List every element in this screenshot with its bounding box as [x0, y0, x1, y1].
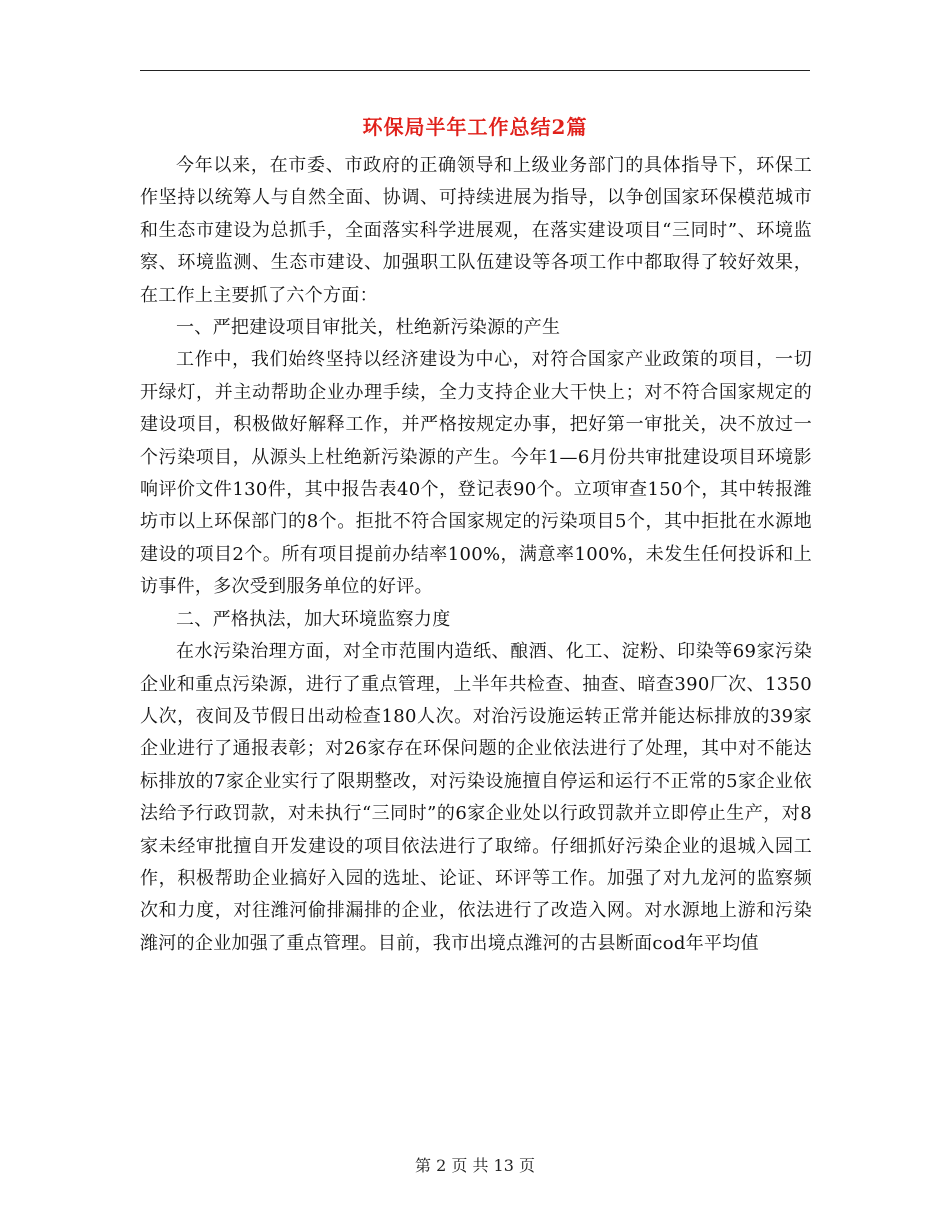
paragraph-section-1: 工作中，我们始终坚持以经济建设为中心，对符合国家产业政策的项目，一切开绿灯，并主动帮助企业办理手续，全力支持企业大干快上；对不符合国家规定的建设项目，积极做好解释工作，并严格按规定办事，把好第一审批关，决不放过一个污染项目，从源头上杜绝新污染源的产生。今年1—6月份共审批建设项目环境影响评价文件130件，其中报告表40个，登记表90个。立项审查150个，其中转报潍坊市以上环保部门的8个。拒批不符合国家规定的污染项目5个，其中拒批在水源地建设的项目2个。所有项目提前办结率100%，满意率100%，未发生任何投诉和上访事件，多次受到服务单位的好评。	[140, 349, 812, 598]
document-title: 环保局半年工作总结2篇	[362, 115, 588, 139]
paragraph-section-2: 在水污染治理方面，对全市范围内造纸、酿酒、化工、淀粉、印染等69家污染企业和重点污染源，进行了重点管理，上半年共检查、抽查、暗查390厂次、1350人次，夜间及节假日出动检查180人次。对治污设施运转正常并能达标排放的39家企业进行了通报表彰；对26家存在环保问题的企业依法进行了处理，其中对不能达标排放的7家企业实行了限期整改，对污染设施擅自停运和运行不正常的5家企业依法给予行政罚款，对未执行“三同时”的6家企业处以行政罚款并立即停止生产，对8家未经审批擅自开发建设的项目依法进行了取缔。仔细抓好污染企业的退城入园工作，积极帮助企业搞好入园的选址、论证、环评等工作。加强了对九龙河的监察频次和力度，对往潍河偷排漏排的企业，依法进行了改造入网。对水源地上游和污染潍河的企业加强了重点管理。目前，我市出境点潍河的古县断面cod年平均值	[140, 641, 812, 954]
page-number: 第 2 页 共 13 页	[415, 1156, 535, 1175]
page-footer	[0, 1155, 950, 1177]
paragraph-intro: 今年以来，在市委、市政府的正确领导和上级业务部门的具体指导下，环保工作坚持以统筹人与自然全面、协调、可持续进展为指导，以争创国家环保模范城市和生态市建设为总抓手，全面落实科学进展观，在落实建设项目“三同时”、环境监察、环境监测、生态市建设、加强职工队伍建设等各项工作中都取得了较好效果，在工作上主要抓了六个方面：	[140, 155, 812, 306]
document-body	[140, 150, 812, 960]
header-rule	[140, 70, 810, 71]
section-heading-1: 一、严把建设项目审批关，杜绝新污染源的产生	[176, 317, 561, 339]
section-heading-2: 二、严格执法，加大环境监察力度	[176, 608, 451, 630]
